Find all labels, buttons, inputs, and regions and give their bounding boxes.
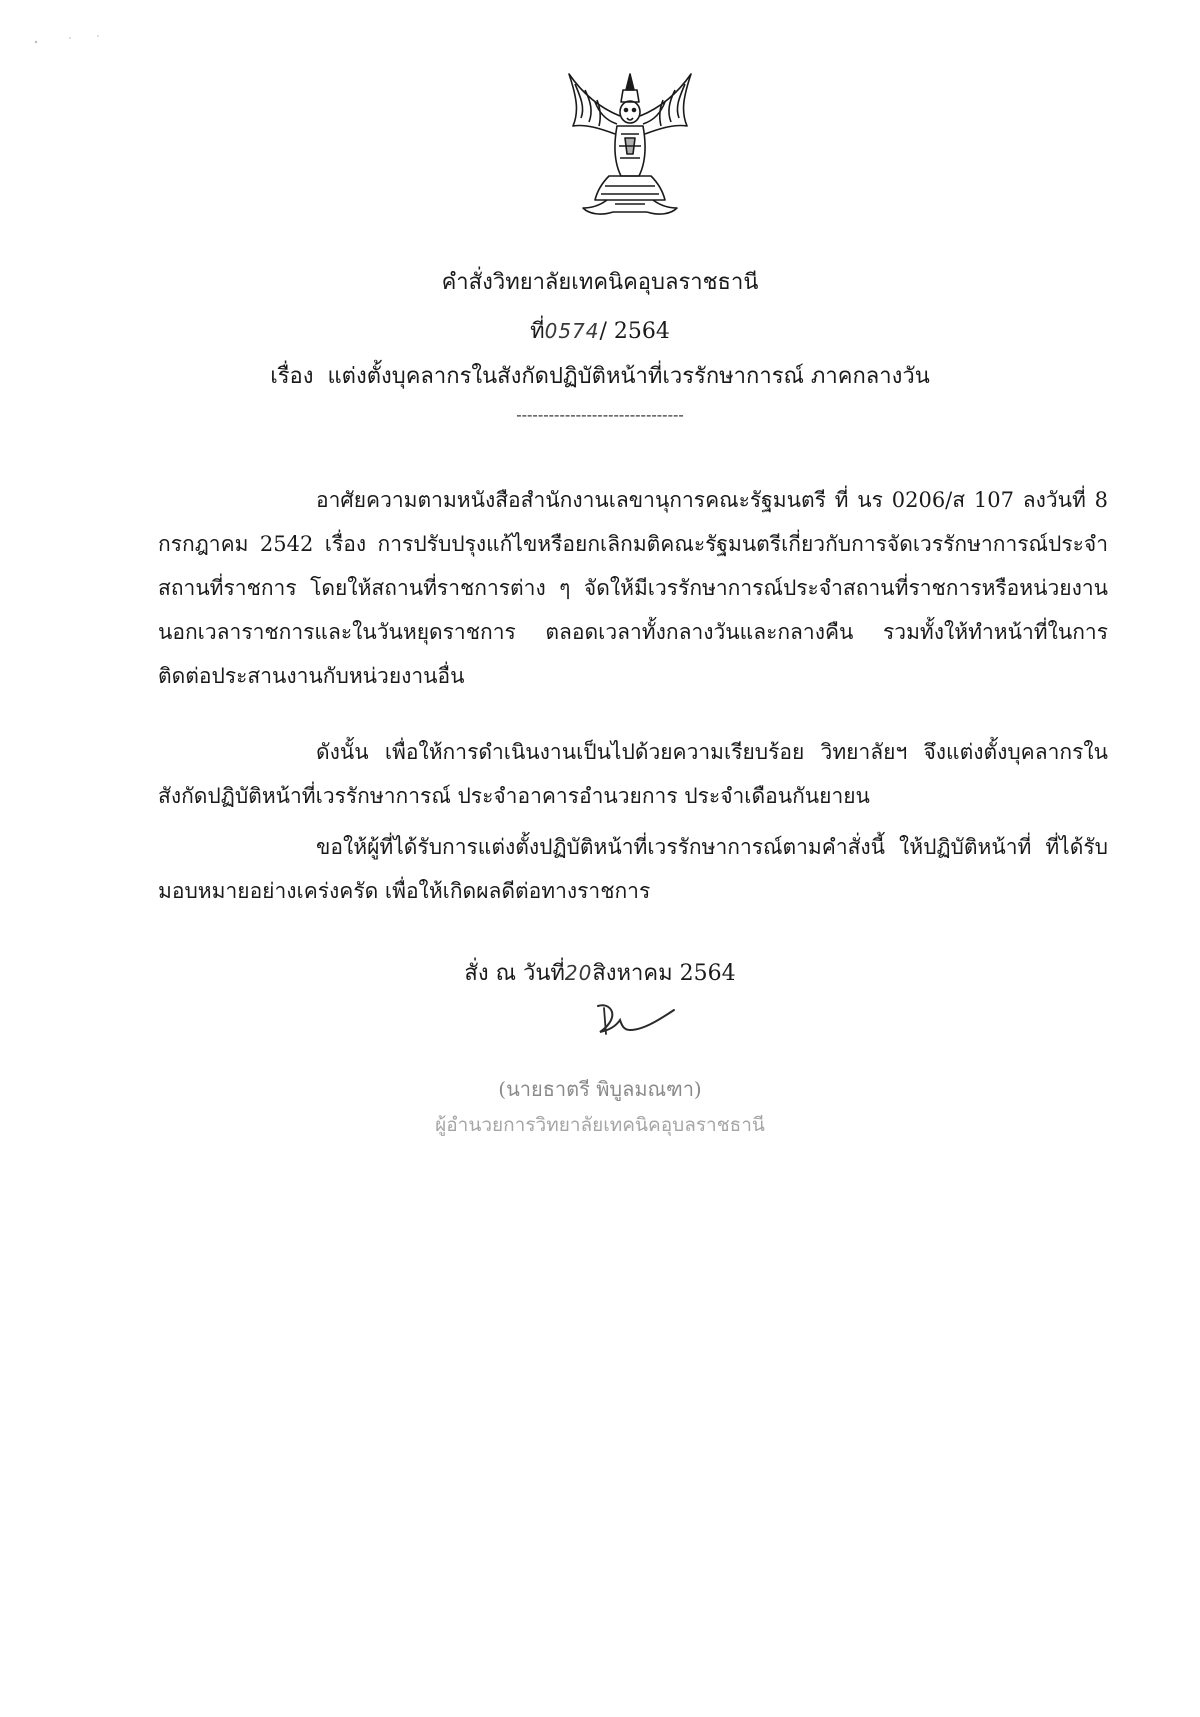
- date-day-handwritten: 20: [564, 961, 593, 985]
- garuda-emblem-icon: [555, 68, 705, 220]
- order-date: [0, 958, 1200, 989]
- subject-text: แต่งตั้งบุคลากรในสังกัดปฏิบัติหน้าที่เวรรักษาการณ์ ภาคกลางวัน: [327, 364, 930, 389]
- paragraph-3-text: ขอให้ผู้ที่ได้รับการแต่งตั้งปฏิบัติหน้าที่เวรรักษาการณ์ตามคำสั่งนี้ ให้ปฏิบัติหน้าที่ ที่ได้รับมอบหมายอย่างเคร่งครัด เพื่อให้เกิดผลดีต่อทางราชการ: [158, 835, 1108, 903]
- header-divider: -------------------------------: [516, 405, 684, 424]
- scan-speck-mark: [30, 30, 110, 50]
- order-number: [0, 316, 1200, 347]
- order-subject: [0, 362, 1200, 392]
- order-number-prefix: ที่: [530, 319, 545, 344]
- signer-name: (นายธาตรี พิบูลมณฑา): [498, 1077, 702, 1101]
- signer-position: ผู้อำนวยการวิทยาลัยเทคนิคอุบลราชธานี: [435, 1114, 765, 1136]
- paragraph-2-text: ดังนั้น เพื่อให้การดำเนินงานเป็นไปด้วยความเรียบร้อย วิทยาลัยฯ จึงแต่งตั้งบุคลากรในสังกัดปฏิบัติหน้าที่เวรรักษาการณ์ ประจำอาคารอำนวยการ ประจำเดือนกันยายน: [158, 740, 1108, 808]
- order-number-suffix: / 2564: [599, 319, 670, 344]
- body-paragraph: [158, 730, 1108, 818]
- body-paragraph: [158, 478, 1108, 698]
- body-paragraph: [158, 825, 1108, 913]
- date-suffix: สิงหาคม 2564: [592, 961, 736, 986]
- order-title: คำสั่งวิทยาลัยเทคนิคอุบลราชธานี: [441, 270, 759, 295]
- date-prefix: สั่ง ณ วันที่: [464, 961, 565, 986]
- subject-label: เรื่อง: [270, 364, 314, 389]
- handwritten-signature: [590, 996, 680, 1046]
- paragraph-1-text: อาศัยความตามหนังสือสำนักงานเลขานุการคณะรัฐมนตรี ที่ นร 0206/ส 107 ลงวันที่ 8 กรกฎาคม 2542 เรื่อง การปรับปรุงแก้ไขหรือยกเลิกมติคณะรัฐมนตรีเกี่ยวกับการจัดเวรรักษาการณ์ประจำสถานที่ราชการ โดยให้สถานที่ราชการต่าง ๆ จัดให้มีเวรรักษาการณ์ประจำสถานที่ราชการหรือหน่วยงานนอกเวลาราชการและในวันหยุดราชการ ตลอดเวลาทั้งกลางวันและกลางคืน รวมทั้งให้ทำหน้าที่ในการติดต่อประสานงานกับหน่วยงานอื่น: [158, 488, 1108, 688]
- order-number-handwritten: 0574: [544, 319, 600, 343]
